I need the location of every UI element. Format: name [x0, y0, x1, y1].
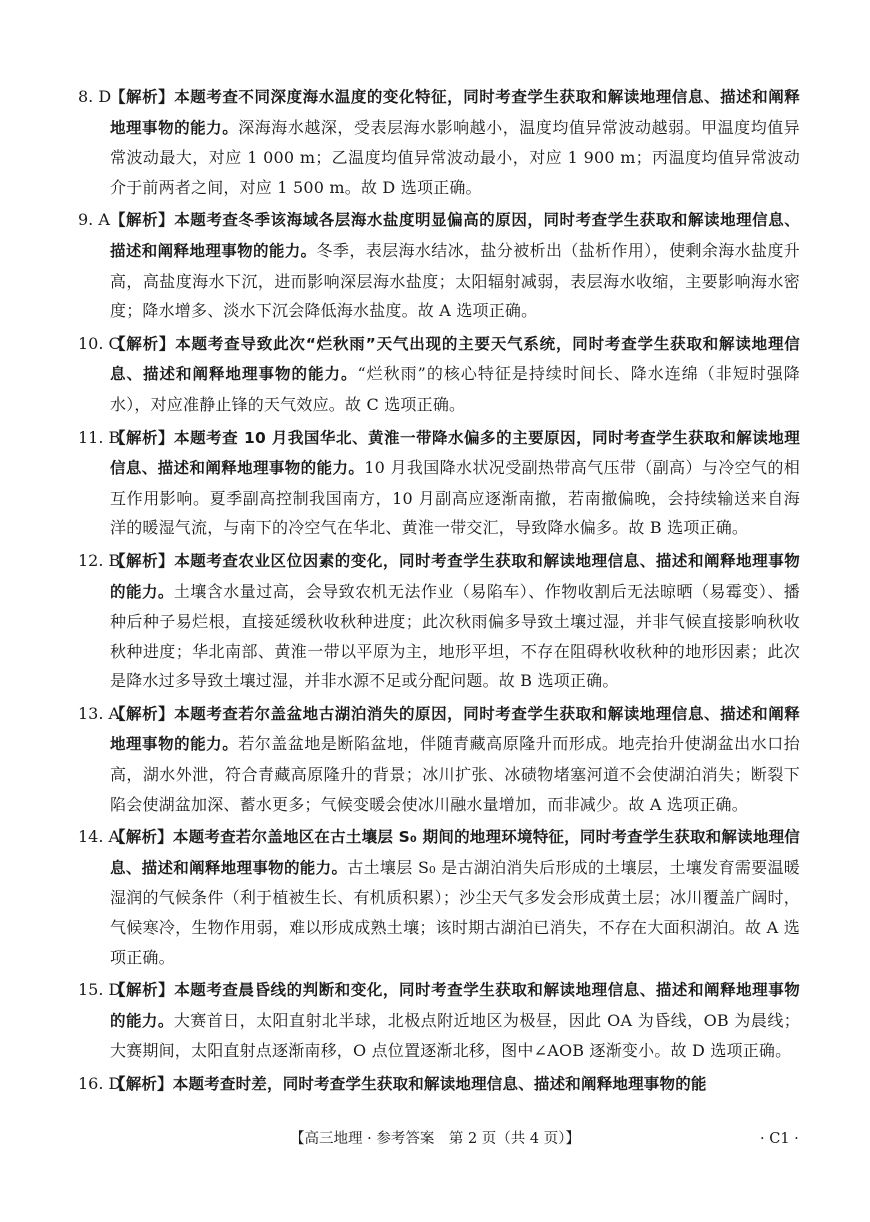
analysis-lead: 【解析】本题考查不同深度海水温度的变化特征，同时考查学生获取和解读地理信息、描述和阐释地理事物的能力。	[110, 88, 800, 137]
answer-item-16	[78, 1069, 800, 1100]
analysis-body: “烂秋雨”的核心特征是持续时间长、降水连绵（非短时强降水），对应准静止锋的天气效应。故 C 选项正确。	[110, 364, 800, 414]
answer-text	[110, 975, 800, 1066]
analysis-body: 冬季，表层海水结冰，盐分被析出（盐析作用），使剩余海水盐度升高，高盐度海水下沉，进而影响深层海水盐度；太阳辐射减弱，表层海水收缩，主要影响海水密度；降水增多、淡水下沉会降低海水盐度。故 A 选项正确。	[110, 240, 800, 321]
answer-item-10	[78, 329, 800, 420]
answer-text	[110, 699, 800, 819]
analysis-lead: 【解析】本题考查若尔盖地区在古土壤层 S₀ 期间的地理环境特征，同时考查学生获取和解读地理信息、描述和阐释地理事物的能力。	[110, 828, 800, 877]
analysis-lead: 【解析】本题考查晨昏线的判断和变化，同时考查学生获取和解读地理信息、描述和阐释地理事物的能力。	[110, 981, 800, 1030]
analysis-lead: 【解析】本题考查农业区位因素的变化，同时考查学生获取和解读地理信息、描述和阐释地理事物的能力。	[110, 551, 800, 601]
analysis-lead: 【解析】本题考查导致此次“烂秋雨”天气出现的主要天气系统，同时考查学生获取和解读地理信息、描述和阐释地理事物的能力。	[110, 334, 800, 384]
answer-item-13	[78, 699, 800, 819]
answer-number: 9. A	[78, 210, 110, 230]
analysis-body: 大赛首日，太阳直射北半球，北极点附近地区为极昼，因此 OA 为昏线，OB 为晨线；大赛期间，太阳直射点逐渐南移，O 点位置逐渐北移，图中∠AOB 逐渐变小。故 D 选项正确。	[110, 1010, 800, 1061]
analysis-body: 若尔盖盆地是断陷盆地，伴随青藏高原隆升而形成。地壳抬升使湖盆出水口抬高，湖水外泄，符合青藏高原隆升的背景；冰川扩张、冰碛物堵塞河道不会使湖泊消失；断裂下陷会使湖盆加深、蓄水更多；气候变暖会使冰川融水量增加，而非减少。故 A 选项正确。	[110, 734, 800, 814]
answer-number: 16. D	[78, 1074, 122, 1093]
answer-item-15	[78, 975, 800, 1066]
analysis-body: 土壤含水量过高，会导致农机无法作业（易陷车）、作物收割后无法晾晒（易霉变）、播种后种子易烂根，直接延缓秋收秋种进度；此次秋雨偏多导致土壤过湿，并非气候直接影响秋收秋种进度；华北南部、黄淮一带以平原为主，地形平坦，不存在阻碍秋收秋种的地形因素；此次是降水过多导致土壤过湿，并非水源不足或分配问题。故 B 选项正确。	[110, 581, 800, 691]
analysis-lead: 【解析】本题考查 10 月我国华北、黄淮一带降水偏多的主要原因，同时考查学生获取和解读地理信息、描述和阐释地理事物的能力。	[110, 428, 800, 478]
analysis-body: 深海海水越深，受表层海水影响越小，温度均值异常波动越弱。甲温度均值异常波动最大，对应 1 000 m；乙温度均值异常波动最小，对应 1 900 m；丙温度均值异常波动介于前两者之间，对应 1 500 m。故 D 选项正确。	[110, 117, 800, 197]
answer-item-9	[78, 205, 800, 325]
answer-text	[110, 546, 800, 696]
answer-number: 8. D	[78, 87, 112, 106]
answer-number: 15. D	[78, 980, 122, 1000]
page-footer	[0, 1128, 870, 1150]
answer-text	[110, 329, 800, 420]
answer-text	[110, 82, 800, 202]
answer-number: 13. A	[78, 703, 121, 723]
answer-number: 14. A	[78, 827, 121, 847]
analysis-body: 古土壤层 S₀ 是古湖泊消失后形成的土壤层，土壤发育需要温暖湿润的气候条件（利于植被生长、有机质积累）；沙尘天气多发会形成黄土层；冰川覆盖广阔时，气候寒冷，生物作用弱，难以形成成熟土壤；该时期古湖泊已消失，不存在大面积湖泊。故 A 选项正确。	[110, 857, 800, 967]
analysis-body: 10 月我国降水状况受副热带高气压带（副高）与冷空气的相互作用影响。夏季副高控制我国南方，10 月副高应逐渐南撤，若南撤偏晚，会持续输送来自海洋的暖湿气流，与南下的冷空气在华北、黄淮一带交汇，导致降水偏多。故 B 选项正确。	[110, 458, 801, 538]
answer-item-12	[78, 546, 800, 696]
answer-text	[110, 205, 800, 325]
analysis-lead: 【解析】本题考查若尔盖盆地古湖泊消失的原因，同时考查学生获取和解读地理信息、描述和阐释地理事物的能力。	[110, 704, 800, 754]
analysis-lead: 【解析】本题考查冬季该海域各层海水盐度明显偏高的原因，同时考查学生获取和解读地理信息、描述和阐释地理事物的能力。	[110, 211, 800, 260]
answer-list	[78, 82, 800, 1103]
answer-text	[110, 1069, 800, 1100]
answer-number: 12. B	[78, 550, 121, 570]
footer-code: · C1 ·	[760, 1131, 799, 1147]
answer-item-11	[78, 423, 800, 543]
answer-item-14	[78, 822, 800, 972]
answer-number: 11. B	[78, 427, 121, 447]
footer-page-info: 【高三地理 · 参考答案 第 2 页（共 4 页）】	[290, 1131, 580, 1147]
answer-text	[110, 822, 800, 972]
answer-item-8	[78, 82, 800, 202]
answer-text	[110, 423, 800, 543]
analysis-lead: 【解析】本题考查时差，同时考查学生获取和解读地理信息、描述和阐释地理事物的能	[110, 1075, 707, 1093]
answer-number: 10. C	[78, 333, 121, 353]
